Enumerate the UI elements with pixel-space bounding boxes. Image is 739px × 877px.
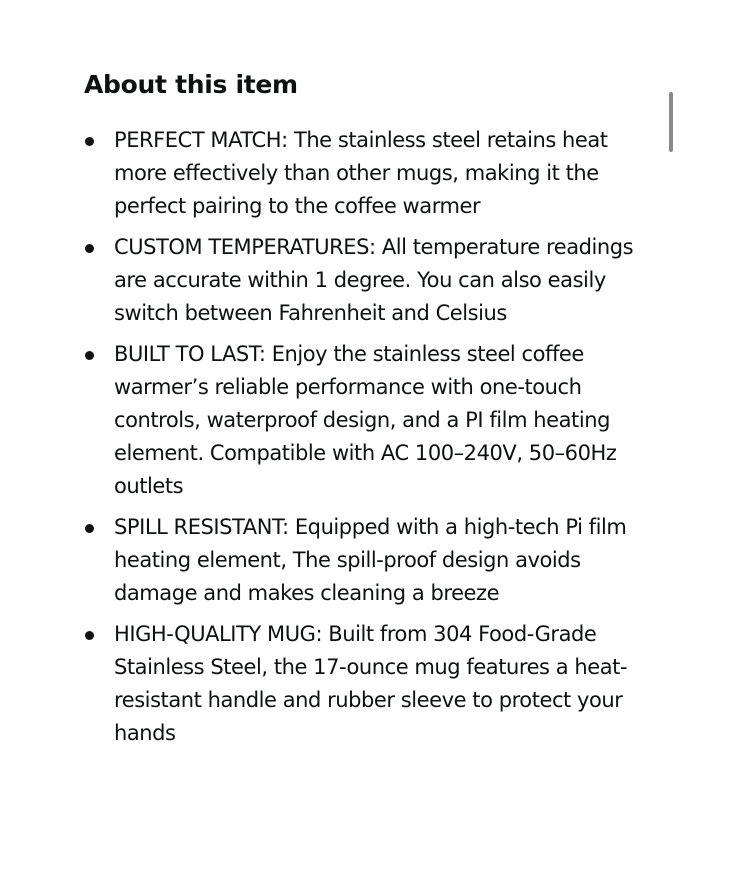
bullet-dot-icon [85,351,94,360]
section-title: About this item [84,70,298,99]
feature-bullet-item [84,338,654,503]
feature-bullet-list [84,124,654,750]
about-this-item-section [84,68,654,758]
bullet-dot-icon [85,631,94,640]
feature-bullet-text: CUSTOM TEMPERATURES: All temperature readings are accurate within 1 degree. You can also easily switch between Fahrenheit and Celsius [114,235,634,325]
feature-bullet-item [84,124,654,223]
scrollbar-thumb[interactable] [669,92,673,152]
bullet-dot-icon [85,524,94,533]
feature-bullet-item [84,231,654,330]
feature-bullet-text: BUILT TO LAST: Enjoy the stainless steel coffee warmer’s reliable performance with one-touch controls, waterproof design, and a PI film heating element. Compatible with AC 100–240V, 50–60Hz outlets [114,342,617,498]
feature-bullet-item [84,511,654,610]
feature-bullet-text: SPILL RESISTANT: Equipped with a high-tech Pi film heating element, The spill-proof design avoids damage and makes cleaning a breeze [114,515,627,605]
bullet-dot-icon [85,244,94,253]
bullet-dot-icon [85,137,94,146]
feature-bullet-item [84,618,654,750]
feature-bullet-text: HIGH-QUALITY MUG: Built from 304 Food-Grade Stainless Steel, the 17-ounce mug features a heat-resistant handle and rubber sleeve to protect your hands [114,622,628,745]
feature-bullet-text: PERFECT MATCH: The stainless steel retains heat more effectively than other mugs, making it the perfect pairing to the coffee warmer [114,128,608,218]
